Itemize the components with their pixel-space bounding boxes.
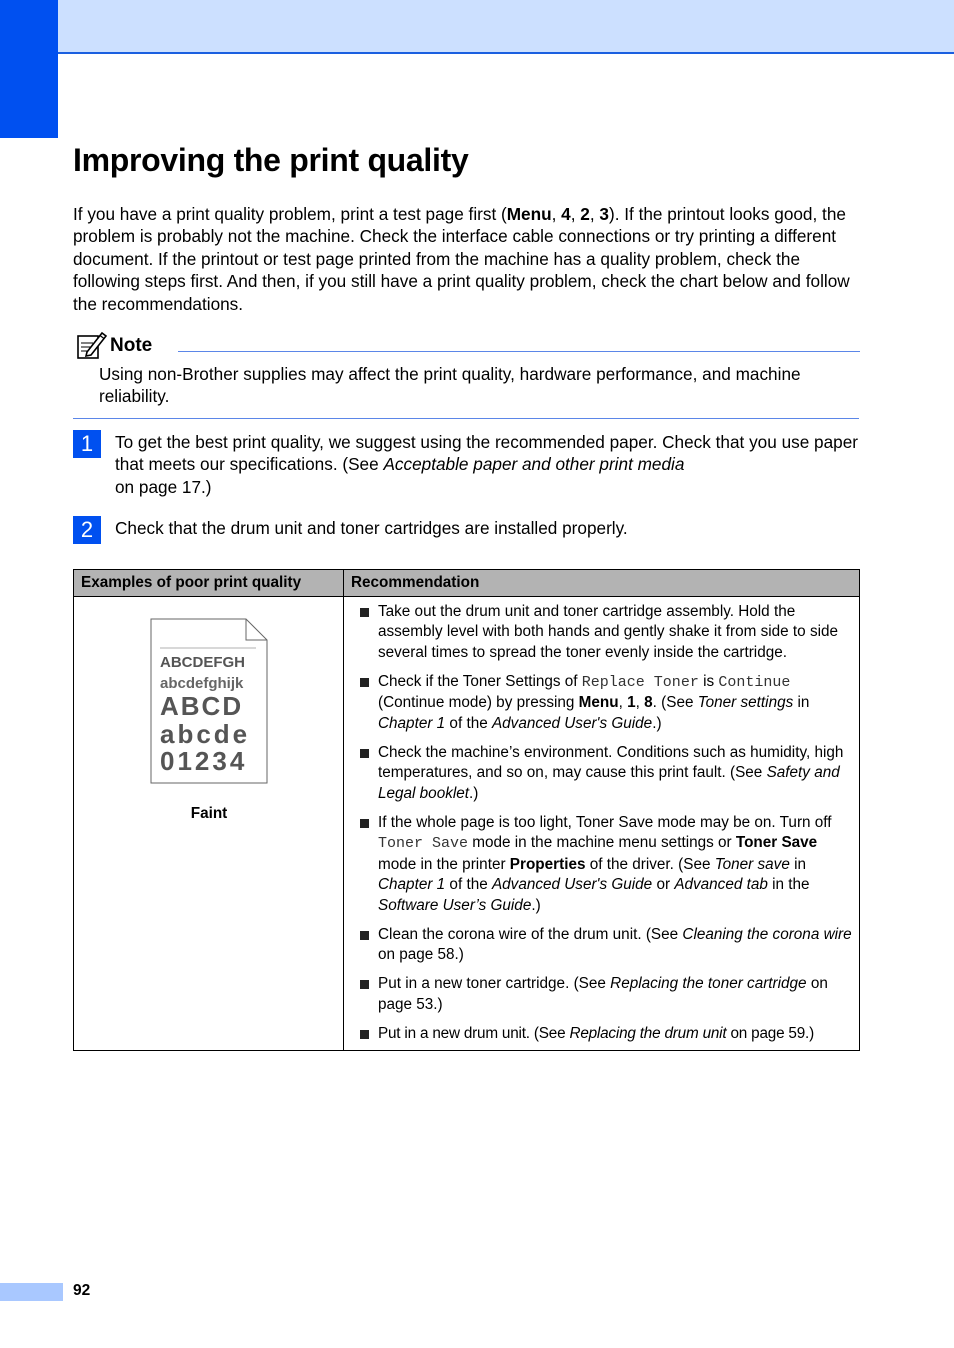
key-3: 3 bbox=[599, 204, 609, 224]
faint-print-sample bbox=[150, 618, 268, 784]
key-1: 1 bbox=[627, 694, 636, 712]
cross-reference: Replacing the toner cartridge bbox=[610, 975, 807, 993]
cross-reference: Advanced User's Guide bbox=[491, 876, 653, 894]
sample-caption: Faint bbox=[190, 805, 228, 822]
menu-setting: Replace Toner bbox=[581, 674, 699, 692]
intro-text: ). If the printout looks good, the problem is probably not the machine. Check the interface cable connections or try printing a different document. If the printout or test page printed from the machine has a quality problem, check the following steps first. And then, if you still have a print quality problem, check the chart below and follow the recommendations. bbox=[73, 204, 850, 314]
note-label: Note bbox=[110, 335, 153, 356]
text: on page 53.) bbox=[378, 975, 828, 1013]
text: If the whole page is too light, Toner Save mode may be on. Turn off bbox=[378, 814, 832, 832]
cross-reference: Safety and Legal booklet bbox=[378, 764, 840, 802]
list-item bbox=[358, 974, 852, 1015]
text: in the bbox=[767, 876, 810, 894]
table-header-row bbox=[74, 570, 860, 597]
cross-reference: Software User’s Guide bbox=[378, 896, 532, 914]
text: on page 58.) bbox=[378, 946, 464, 964]
separator: , bbox=[589, 204, 600, 224]
list-item bbox=[358, 1024, 852, 1044]
note-rule bbox=[178, 351, 860, 352]
key-8: 8 bbox=[644, 694, 653, 712]
header-band bbox=[0, 0, 954, 54]
text: in bbox=[793, 694, 810, 712]
text: Put in a new toner cartridge. (See bbox=[378, 975, 611, 993]
intro-text: If you have a print quality problem, print a test page first ( bbox=[73, 204, 507, 224]
text: of the driver. (See bbox=[585, 855, 715, 873]
cross-reference: Advanced tab bbox=[674, 876, 768, 894]
menu-key: Menu bbox=[506, 204, 552, 224]
note-text: Using non-Brother supplies may affect the print quality, hardware performance, and machine reliability. bbox=[99, 364, 801, 407]
table-row bbox=[74, 597, 860, 1051]
step-number: 1 bbox=[73, 430, 101, 458]
note-header bbox=[75, 330, 860, 356]
recommendation-list bbox=[345, 598, 858, 1049]
intro-paragraph bbox=[73, 203, 863, 315]
sample-line: ABCD bbox=[160, 691, 244, 721]
cross-reference: Advanced User's Guide bbox=[491, 714, 653, 732]
list-item bbox=[358, 743, 852, 804]
sample-line: ABCDEFGH bbox=[160, 654, 245, 671]
separator: , bbox=[635, 694, 645, 712]
footer-band bbox=[0, 1283, 63, 1301]
separator: , bbox=[570, 204, 581, 224]
cross-reference: Toner save bbox=[714, 855, 790, 873]
text: .) bbox=[531, 896, 541, 914]
sample-line: abcde bbox=[160, 719, 251, 749]
cross-reference: Chapter 1 bbox=[378, 876, 446, 894]
list-item bbox=[358, 672, 852, 734]
bold-term: Toner Save bbox=[735, 834, 818, 852]
text: mode in the machine menu settings or bbox=[468, 834, 736, 852]
text: . (See bbox=[652, 694, 698, 712]
cross-reference: Acceptable paper and other print media bbox=[383, 454, 685, 475]
bold-term: Properties bbox=[509, 855, 586, 873]
recommendation-cell bbox=[344, 597, 860, 1051]
sample-line: abcdefghijk bbox=[160, 675, 244, 692]
menu-key: Menu bbox=[578, 694, 619, 712]
step-number: 2 bbox=[73, 516, 101, 544]
list-item bbox=[358, 925, 852, 966]
step-text: Check that the drum unit and toner cartridges are installed properly. bbox=[115, 518, 628, 538]
header-recommendation: Recommendation bbox=[344, 570, 860, 597]
text: or bbox=[652, 876, 675, 894]
separator: , bbox=[551, 204, 562, 224]
note-pencil-icon bbox=[75, 330, 107, 360]
page-number: 92 bbox=[73, 1282, 91, 1299]
key-2: 2 bbox=[580, 204, 590, 224]
cross-reference: Toner settings bbox=[697, 694, 794, 712]
text: of the bbox=[445, 876, 492, 894]
chapter-tab bbox=[0, 0, 58, 138]
text: .) bbox=[469, 784, 479, 802]
step-text bbox=[115, 431, 860, 498]
text: Check the machine’s environment. Conditions such as humidity, high temperatures, and so on, may cause this print fault. (See bbox=[378, 744, 844, 782]
menu-setting: Toner Save bbox=[378, 835, 469, 853]
text: on page 59.) bbox=[726, 1025, 814, 1043]
print-quality-table bbox=[73, 569, 860, 1051]
step-text-part: on page 17.) bbox=[115, 476, 212, 497]
page-title: Improving the print quality bbox=[73, 142, 469, 178]
note-bottom-rule bbox=[73, 418, 859, 419]
text: in bbox=[789, 855, 806, 873]
cross-reference: Replacing the drum unit bbox=[569, 1025, 727, 1043]
cross-reference: Cleaning the corona wire bbox=[682, 925, 852, 943]
cross-reference: Chapter 1 bbox=[378, 714, 446, 732]
text: mode in the printer bbox=[378, 855, 510, 873]
text: Check if the Toner Settings of bbox=[378, 673, 582, 691]
sample-line: 01234 bbox=[160, 746, 248, 776]
step-text-part: To get the best print quality, we suggest using the recommended paper. Check that you use paper that meets our specifications. (See bbox=[115, 432, 859, 475]
menu-setting: Continue bbox=[718, 674, 791, 692]
text: .) bbox=[652, 714, 662, 732]
text: (Continue mode) by pressing bbox=[378, 694, 579, 712]
text: of the bbox=[445, 714, 492, 732]
example-cell bbox=[74, 597, 344, 1051]
key-4: 4 bbox=[561, 204, 571, 224]
separator: , bbox=[618, 694, 628, 712]
list-item: Take out the drum unit and toner cartridge assembly. Hold the assembly level with both hands and gently shake it from side to side several times to spread the toner evenly inside the cartridge. bbox=[358, 602, 852, 663]
text: Clean the corona wire of the drum unit. (See bbox=[378, 925, 683, 943]
text: is bbox=[698, 673, 719, 691]
text: Put in a new drum unit. (See bbox=[378, 1025, 570, 1043]
header-examples: Examples of poor print quality bbox=[74, 570, 344, 597]
list-item bbox=[358, 813, 852, 916]
